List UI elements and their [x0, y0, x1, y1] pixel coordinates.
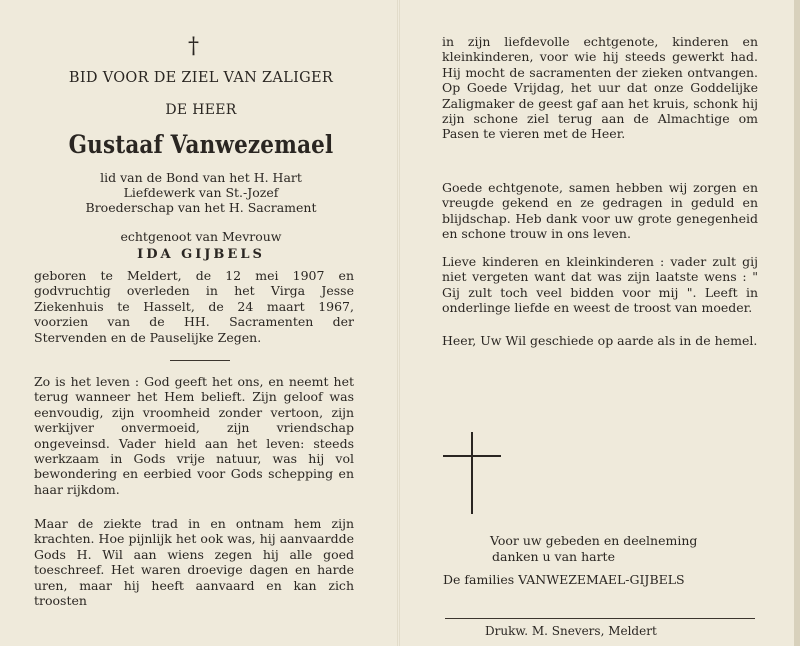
center-fold: [397, 0, 400, 646]
membership-line: Broederschap van het H. Sacrament: [85, 200, 317, 215]
card-edge: [794, 0, 800, 646]
memberships: [36, 170, 366, 215]
prayer-heading: BID VOOR DE ZIEL VAN ZALIGER: [68, 70, 334, 86]
thanks-line: danken u van harte: [492, 548, 615, 564]
right-paragraph-4: Heer, Uw Wil geschiede op aarde als in de hemel.: [442, 333, 758, 348]
right-paragraph-2: Goede echtgenote, samen hebben wij zorgen en vreugde gekend en ze gedragen in geduld en blijdschap. Heb dank voor uw grote genegenheid en schone trouw in ons leven.: [442, 180, 758, 242]
spouse-intro: echtgenoot van Mevrouw: [120, 229, 282, 244]
title-heer: DE HEER: [165, 102, 237, 118]
membership-line: lid van de Bond van het H. Hart: [100, 170, 302, 185]
right-paragraph-1: in zijn liefdevolle echtgenote, kinderen en kleinkinderen, voor wie hij steeds gewerkt had. Hij mocht de sacramenten der zieken ontvangen. Op Goede Vrijdag, het uur dat onze Goddelijke Zaligmaker de geest gaf aan het kruis, schonk hij zijn schone ziel terug aan de Almachtige om Pasen te vieren met de Heer.: [442, 34, 758, 142]
spouse-name: IDA GIJBELS: [137, 247, 265, 262]
cross-icon: †: [188, 34, 199, 59]
right-paragraph-3: Lieve kinderen en kleinkinderen : vader zult gij niet vergeten want dat was zijn laatste wens : " Gij zult toch veel bidden voor mij ". Leeft in onderlinge liefde en weest de troost van moeder.: [442, 254, 758, 316]
printer-credit: Drukw. M. Snevers, Meldert: [485, 624, 657, 638]
divider-rule: [170, 360, 230, 361]
deceased-name: Gustaaf Vanwezemael: [68, 130, 334, 159]
left-paragraph-2: Maar de ziekte trad in en ontnam hem zijn krachten. Hoe pijnlijk het ook was, hij aanvaardde Gods H. Wil aan wiens zegen hij alle goed toeschreef. Het waren droevige dagen en harde uren, maar hij heeft aanvaard en kan zich troosten: [34, 516, 354, 609]
large-cross-icon: [443, 432, 501, 514]
footer-rule: [445, 618, 755, 619]
thanks-line: Voor uw gebeden en deelneming: [490, 533, 698, 548]
membership-line: Liefdewerk van St.-Jozef: [123, 185, 279, 200]
thanks-block: [490, 533, 760, 564]
family-signature: De families VANWEZEMAEL-GIJBELS: [443, 572, 685, 587]
biography: geboren te Meldert, de 12 mei 1907 en godvruchtig overleden in het Virga Jesse Ziekenhuis te Hasselt, de 24 maart 1967, voorzien van de HH. Sacramenten der Stervenden en de Pauselijke Zegen.: [34, 268, 354, 345]
left-paragraph-1: Zo is het leven : God geeft het ons, en neemt het terug wanneer het Hem belieft. Zijn geloof was eenvoudig, zijn vroomheid zonder vertoon, zijn werkijver onvermoeid, zijn vriendschap ongeveinsd. Vader hield aan het leven: steeds werkzaam in Gods vrije natuur, was hij vol bewondering en eerbied voor Gods schepping en haar rijkdom.: [34, 374, 354, 497]
